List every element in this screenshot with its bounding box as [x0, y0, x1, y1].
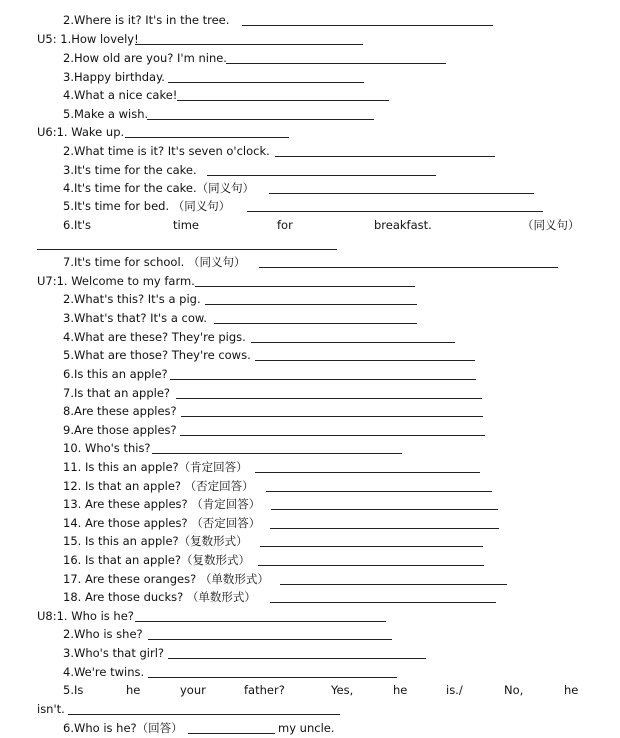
worksheet-line [0, 235, 620, 253]
question-text: 6.Who is he?（回答） [63, 721, 183, 735]
worksheet-line [0, 532, 620, 550]
line-word: No, [504, 683, 524, 697]
answer-blank[interactable] [152, 453, 402, 454]
question-text: 6.Is this an apple? [63, 367, 168, 381]
answer-blank[interactable] [168, 658, 426, 659]
worksheet-line [0, 588, 620, 606]
question-text: 10. Who's this? [63, 441, 151, 455]
line-word: time [173, 218, 199, 232]
answer-blank[interactable] [259, 267, 558, 268]
worksheet-line [0, 681, 620, 699]
question-text: 3.Happy birthday. [63, 70, 165, 84]
question-text: 7.Is that an apple? [63, 386, 171, 400]
question-text: 11. Is this an apple?（肯定回答） [63, 460, 248, 474]
worksheet-line [0, 663, 620, 681]
question-text: 16. Is that an apple?（复数形式） [63, 553, 251, 567]
answer-blank[interactable] [176, 398, 482, 399]
line-word: he [126, 683, 141, 697]
worksheet-line [0, 216, 620, 234]
question-text: U6:1. Wake up. [37, 125, 125, 139]
answer-blank[interactable] [195, 286, 415, 287]
answer-blank[interactable] [270, 528, 499, 529]
answer-blank[interactable] [255, 472, 480, 473]
question-text: 9.Are those apples? [63, 423, 177, 437]
worksheet-line [0, 346, 620, 364]
answer-blank[interactable] [68, 714, 340, 715]
answer-blank[interactable] [280, 584, 507, 585]
worksheet-line [0, 384, 620, 402]
answer-blank[interactable] [181, 416, 483, 417]
answer-blank[interactable] [135, 621, 386, 622]
answer-blank[interactable] [270, 602, 496, 603]
answer-blank[interactable] [188, 733, 275, 734]
line-word: for [277, 218, 293, 232]
line-word: 6.It's [63, 218, 92, 232]
worksheet-line [0, 719, 620, 737]
line-word: Yes, [331, 683, 354, 697]
answer-blank[interactable] [214, 323, 417, 324]
answer-blank[interactable] [148, 639, 392, 640]
answer-blank[interactable] [269, 193, 534, 194]
answer-blank[interactable] [180, 435, 485, 436]
question-text: 5.Make a wish. [63, 107, 149, 121]
question-text: 2.What time is it? It's seven o'clock. [63, 144, 270, 158]
worksheet-line [0, 625, 620, 643]
worksheet-line [0, 272, 620, 290]
answer-blank[interactable] [37, 249, 337, 250]
worksheet-line [0, 700, 620, 718]
line-word: he [564, 683, 579, 697]
worksheet-line [0, 142, 620, 160]
worksheet-line [0, 197, 620, 215]
worksheet-line [0, 365, 620, 383]
question-text: 4.What a nice cake! [63, 88, 178, 102]
question-text: 8.Are these apples? [63, 404, 177, 418]
answer-blank[interactable] [135, 44, 363, 45]
answer-blank[interactable] [255, 360, 475, 361]
question-text: 5.What are those? They're cows. [63, 348, 251, 362]
worksheet-line [0, 328, 620, 346]
question-text: 4.It's time for the cake.（同义句） [63, 181, 255, 195]
worksheet-line [0, 495, 620, 513]
answer-blank[interactable] [242, 25, 493, 26]
line-word: your [180, 683, 206, 697]
answer-blank[interactable] [207, 175, 436, 176]
worksheet-line [0, 514, 620, 532]
answer-blank[interactable] [148, 677, 397, 678]
line-word: breakfast. [374, 218, 432, 232]
question-text: isn't. [37, 702, 65, 716]
worksheet-line [0, 179, 620, 197]
question-text: 7.It's time for school. （同义句） [63, 255, 246, 269]
line-word: he [393, 683, 408, 697]
worksheet-line [0, 421, 620, 439]
question-text: 3.Who's that girl? [63, 646, 165, 660]
worksheet-line [0, 49, 620, 67]
line-word: father? [244, 683, 285, 697]
worksheet-line [0, 11, 620, 29]
question-tail-text: my uncle. [278, 721, 335, 735]
question-text: 2.What's this? It's a pig. [63, 292, 201, 306]
worksheet-line [0, 644, 620, 662]
worksheet-line [0, 477, 620, 495]
answer-blank[interactable] [271, 509, 498, 510]
question-text: 5.It's time for bed. （同义句） [63, 199, 231, 213]
worksheet-line [0, 161, 620, 179]
question-text: 3.It's time for the cake. [63, 163, 197, 177]
question-text: 12. Is that an apple? （否定回答） [63, 479, 254, 493]
question-text: 13. Are these apples? （肯定回答） [63, 497, 261, 511]
answer-blank[interactable] [147, 119, 374, 120]
answer-blank[interactable] [258, 565, 484, 566]
question-text: 3.What's that? It's a cow. [63, 311, 207, 325]
worksheet-line [0, 402, 620, 420]
worksheet-line [0, 551, 620, 569]
worksheet-line [0, 253, 620, 271]
question-text: U7:1. Welcome to my farm. [37, 274, 195, 288]
answer-blank[interactable] [226, 63, 446, 64]
question-text: 2.Where is it? It's in the tree. [63, 13, 230, 27]
worksheet-line [0, 607, 620, 625]
answer-blank[interactable] [205, 304, 417, 305]
worksheet-line [0, 290, 620, 308]
worksheet-line [0, 123, 620, 141]
answer-blank[interactable] [125, 137, 289, 138]
question-text: U5: 1.How lovely! [37, 32, 139, 46]
question-text: 4.What are these? They're pigs. [63, 330, 246, 344]
answer-blank[interactable] [177, 100, 389, 101]
worksheet-line [0, 458, 620, 476]
question-text: 15. Is this an apple?（复数形式） [63, 534, 248, 548]
question-text: 18. Are those ducks? （单数形式） [63, 590, 256, 604]
question-text: 2.Who is she? [63, 627, 143, 641]
line-word: 5.Is [63, 683, 84, 697]
answer-blank[interactable] [266, 491, 492, 492]
question-text: 4.We're twins. [63, 665, 145, 679]
question-text: U8:1. Who is he? [37, 609, 134, 623]
question-text: 2.How old are you? I'm nine. [63, 51, 227, 65]
worksheet-line [0, 105, 620, 123]
worksheet-line [0, 309, 620, 327]
worksheet-line [0, 439, 620, 457]
line-word: is./ [446, 683, 463, 697]
answer-blank[interactable] [275, 156, 495, 157]
worksheet-line [0, 68, 620, 86]
worksheet-line [0, 570, 620, 588]
answer-blank[interactable] [247, 211, 543, 212]
answer-blank[interactable] [170, 379, 476, 380]
question-text: 17. Are these oranges? （单数形式） [63, 572, 269, 586]
worksheet-line [0, 30, 620, 48]
answer-blank[interactable] [251, 342, 455, 343]
answer-blank[interactable] [168, 82, 364, 83]
answer-blank[interactable] [260, 546, 483, 547]
question-text: 14. Are those apples? （否定回答） [63, 516, 261, 530]
line-word: （同义句） [522, 218, 580, 232]
worksheet-line [0, 86, 620, 104]
